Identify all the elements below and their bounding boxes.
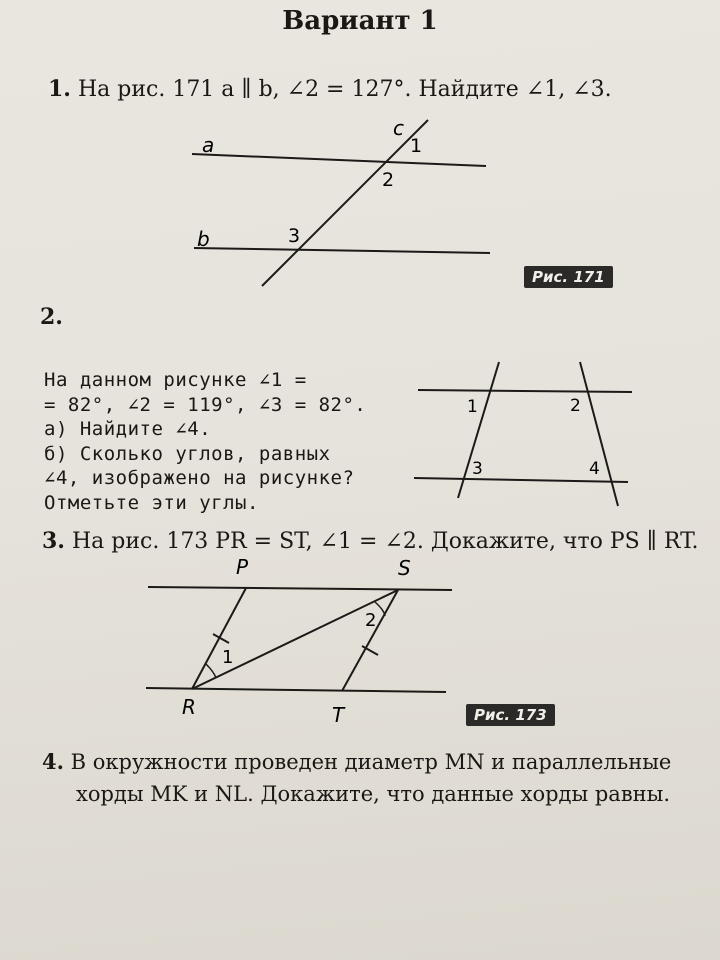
angle-1-label: 1 — [222, 647, 234, 668]
angle-1-label: 1 — [467, 397, 478, 417]
angle-2-arc — [375, 602, 385, 616]
label-R: R — [182, 695, 196, 719]
right-transversal — [580, 362, 618, 506]
bottom-line — [146, 688, 446, 692]
line-b — [194, 248, 490, 253]
angle-1-arc — [206, 664, 216, 678]
task1-statement — [48, 76, 612, 102]
task2-line-6: Отметьте эти углы. — [44, 491, 259, 514]
label-c: c — [393, 116, 404, 140]
angle-3-label: 3 — [288, 225, 301, 247]
variant-title: Вариант 1 — [282, 6, 438, 36]
angle-2-label: 2 — [382, 169, 395, 191]
angle-4-label: 4 — [589, 459, 600, 479]
figure-173-badge: Рис. 173 — [466, 704, 555, 726]
task1-text: На рис. 171 a ∥ b, ∠2 = 127°. Найдите ∠1, ∠3. — [77, 77, 612, 102]
task2-text — [44, 368, 366, 515]
angle-2-label: 2 — [365, 610, 377, 631]
task2-line-1: На данном рисунке ∠1 = — [44, 369, 307, 391]
task2-line-2: = 82°, ∠2 = 119°, ∠3 = 82°. — [44, 393, 367, 416]
figure-171-badge: Рис. 171 — [524, 266, 613, 288]
transversal-c — [262, 120, 428, 286]
figure-task2 — [400, 350, 640, 510]
top-line — [148, 587, 452, 590]
top-line — [418, 390, 632, 392]
label-b: b — [197, 227, 210, 251]
label-a: a — [202, 133, 215, 157]
figure-173 — [0, 550, 720, 730]
angle-3-label: 3 — [472, 459, 483, 479]
task3-text: На рис. 173 PR = ST, ∠1 = ∠2. Докажите, что PS ∥ RT. — [71, 529, 699, 554]
task1-number: 1. — [48, 76, 71, 102]
task2-number: 2. — [40, 304, 63, 330]
task2-line-4: б) Сколько углов, равных — [44, 442, 331, 465]
segment-ST — [342, 590, 398, 691]
label-P: P — [236, 555, 249, 579]
line-a — [192, 154, 486, 166]
task4-line-1: В окружности проведен диаметр MN и параллельные — [70, 750, 672, 774]
task3-number: 3. — [42, 528, 65, 554]
task4-statement — [42, 746, 671, 810]
task4-number: 4. — [42, 749, 64, 774]
angle-2-label: 2 — [570, 396, 581, 416]
task2-line-3: а) Найдите ∠4. — [44, 418, 212, 440]
label-T: T — [332, 703, 345, 727]
task2-line-5: ∠4, изображено на рисунке? — [44, 467, 355, 489]
angle-1-label: 1 — [410, 135, 423, 157]
task4-line-2: хорды MK и NL. Докажите, что данные хорды равны. — [76, 782, 671, 806]
label-S: S — [398, 556, 411, 580]
